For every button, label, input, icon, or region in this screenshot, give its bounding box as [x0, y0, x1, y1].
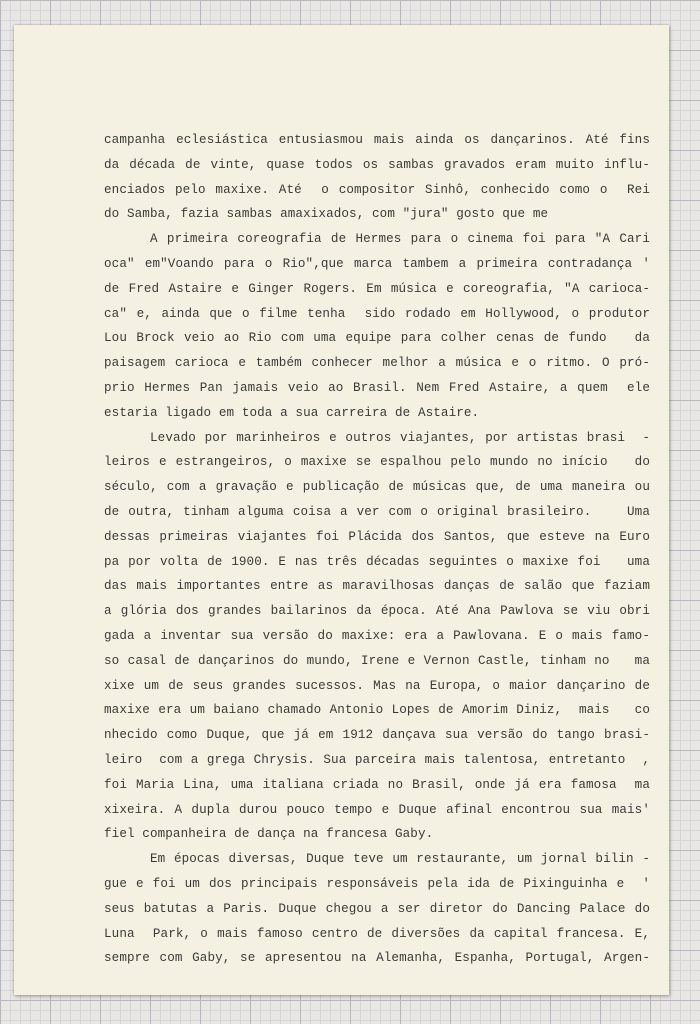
- text-line: campanha eclesiástica entusiasmou mais ainda os dançarinos. Até fins: [104, 133, 650, 147]
- text-line: estaria ligado em toda a sua carreira de Astaire.: [104, 405, 480, 420]
- text-line: sempre com Gaby, se apresentou na Alemanha, Espanha, Portugal, Argen-: [104, 951, 650, 966]
- text-line: Em épocas diversas, Duque teve um restaurante, um jornal bilin -: [150, 852, 650, 867]
- text-line: A primeira coreografia de Hermes para o cinema foi para "A Cari: [150, 232, 650, 247]
- text-line: fiel companheira de dança na francesa Gaby.: [104, 827, 434, 842]
- text-line: leiros e estrangeiros, o maxixe se espalhou pelo mundo no início do: [104, 455, 650, 470]
- text-line: prio Hermes Pan jamais veio ao Brasil. Nem Fred Astaire, a quem ele: [104, 380, 650, 395]
- text-line: Luna Park, o mais famoso centro de diversões da capital francesa. E,: [104, 926, 650, 941]
- text-line: foi Maria Lina, uma italiana criada no Brasil, onde já era famosa ma: [104, 777, 650, 792]
- text-line: enciados pelo maxixe. Até o compositor Sinhô, conhecido como o Rei: [104, 182, 650, 197]
- typewritten-page: [14, 25, 669, 995]
- document-body: [104, 128, 650, 971]
- text-line: leiro com a grega Chrysis. Sua parceira mais talentosa, entretanto ,: [104, 752, 650, 767]
- text-line: da década de vinte, quase todos os sambas gravados eram muito influ-: [104, 157, 650, 172]
- text-line: ca" e, ainda que o filme tenha sido rodado em Hollywood, o produtor: [104, 306, 650, 321]
- text-line: xixe um de seus grandes sucessos. Mas na Europa, o maior dançarino de: [104, 678, 650, 693]
- text-line: Levado por marinheiros e outros viajantes, por artistas brasi -: [150, 430, 650, 445]
- text-line: dessas primeiras viajantes foi Plácida dos Santos, que esteve na Euro: [104, 529, 650, 544]
- text-line: do Samba, fazia sambas amaxixados, com "jura" gosto que me: [104, 207, 549, 222]
- text-line: seus batutas a Paris. Duque chegou a ser diretor do Dancing Palace do: [104, 901, 650, 916]
- text-line: oca" em"Voando para o Rio",que marca tambem a primeira contradança ': [104, 256, 650, 271]
- text-line: Lou Brock veio ao Rio com uma equipe para colher cenas de fundo da: [104, 331, 650, 346]
- text-line: so casal de dançarinos do mundo, Irene e Vernon Castle, tinham no ma: [104, 653, 650, 668]
- text-line: gue e foi um dos principais responsáveis pela ida de Pixinguinha e ': [104, 876, 650, 891]
- text-line: século, com a gravação e publicação de músicas que, de uma maneira ou: [104, 480, 650, 495]
- text-line: pa por volta de 1900. E nas três décadas seguintes o maxixe foi uma: [104, 554, 650, 569]
- text-line: de outra, tinham alguma coisa a ver com o original brasileiro. Uma: [104, 504, 650, 519]
- text-line: das mais importantes entre as maravilhosas danças de salão que faziam: [104, 579, 650, 594]
- text-line: gada a inventar sua versão do maxixe: era a Pawlovana. E o mais famo-: [104, 628, 650, 643]
- text-line: nhecido como Duque, que já em 1912 dançava sua versão do tango brasi-: [104, 728, 650, 743]
- text-line: xixeira. A dupla durou pouco tempo e Duque afinal encontrou sua mais': [104, 802, 650, 817]
- text-line: de Fred Astaire e Ginger Rogers. Em música e coreografia, "A carioca-: [104, 281, 650, 296]
- text-line: paisagem carioca e também conhecer melhor a música e o ritmo. O pró-: [104, 356, 650, 371]
- text-line: a glória dos grandes bailarinos da época. Até Ana Pawlova se viu obri: [104, 604, 650, 619]
- text-line: maxixe era um baiano chamado Antonio Lopes de Amorim Diniz, mais co: [104, 703, 650, 718]
